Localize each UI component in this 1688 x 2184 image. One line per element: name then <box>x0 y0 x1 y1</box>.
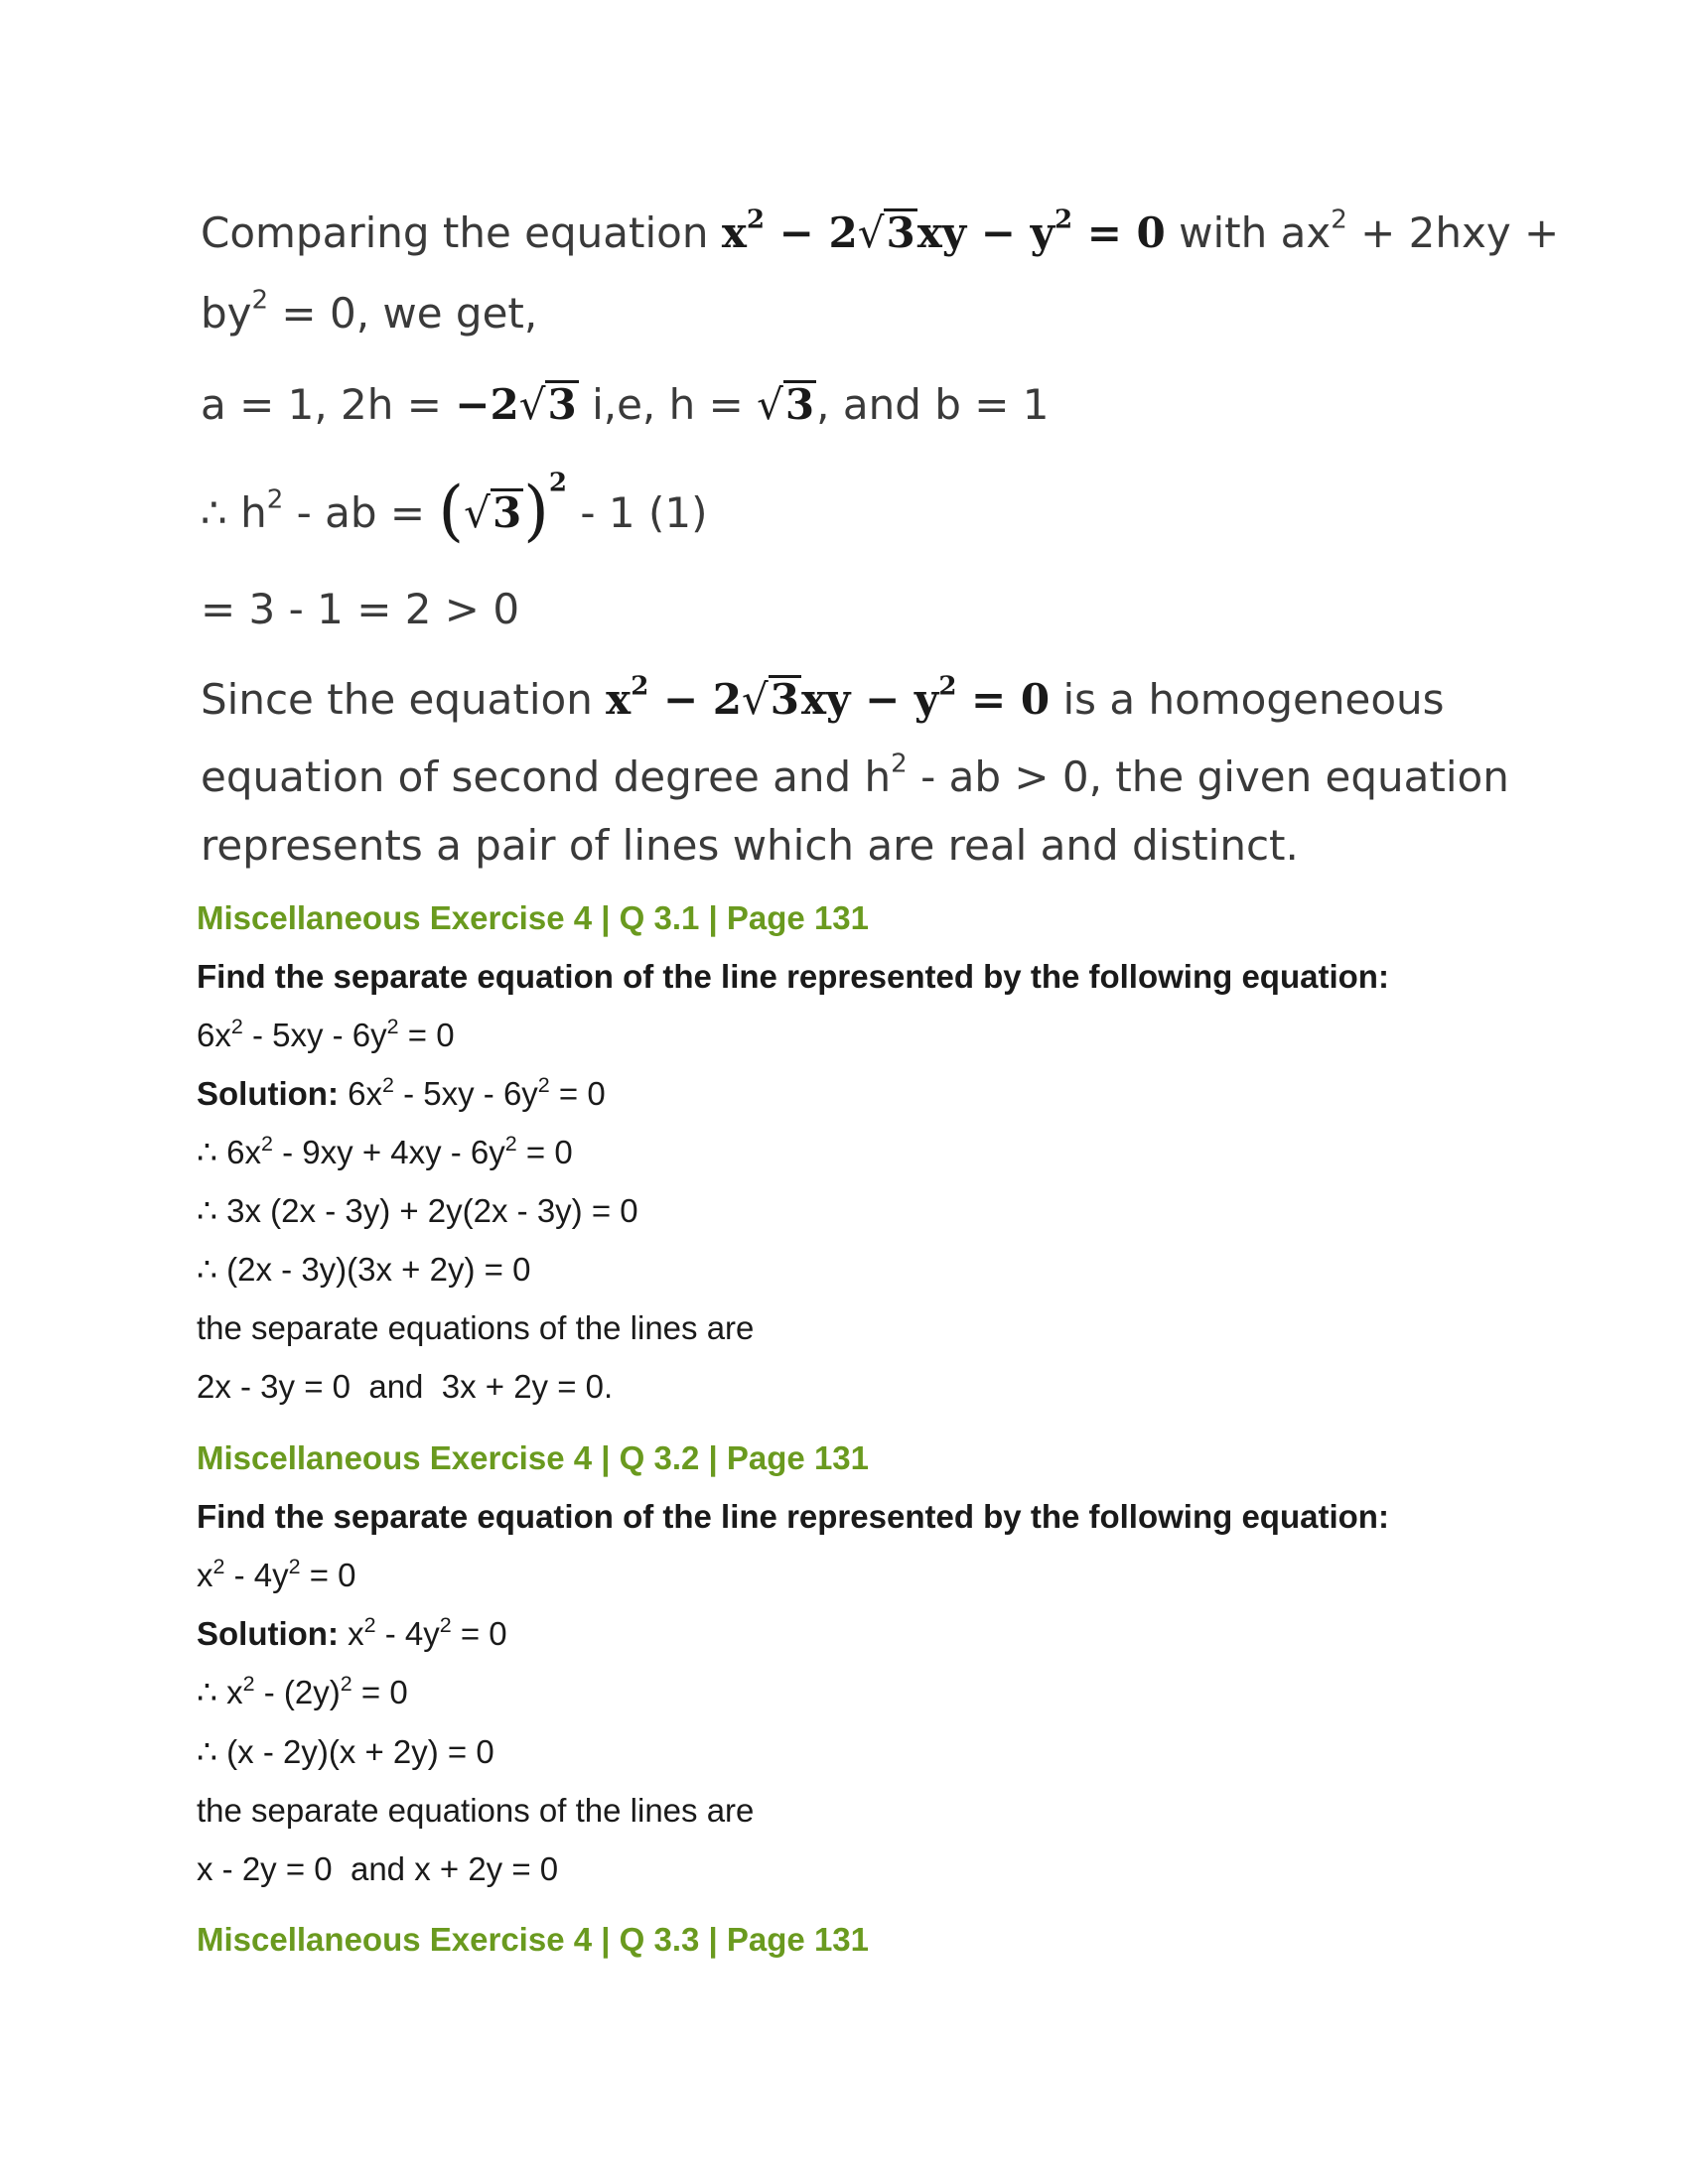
q31-equation: $6x^2 - 5xy - 6y^2 = 0$ <box>197 1015 455 1053</box>
comparison-line-6: Since the equation $x^2 - 2√3xy - y^2 = 0$ is a homogeneous <box>201 671 1445 724</box>
q31-conclusion: the separate equations of the lines are <box>197 1309 755 1346</box>
q31-heading: Miscellaneous Exercise 4 | Q 3.1 | Page 131 <box>197 899 870 936</box>
q32-conclusion: the separate equations of the lines are <box>197 1792 755 1829</box>
q32-heading: Miscellaneous Exercise 4 | Q 3.2 | Page 131 <box>197 1439 870 1476</box>
q32-equation: $x^2 - 4y^2 = 0$ <box>197 1555 356 1593</box>
comparison-line-5: = 3 - 1 = 2 > 0 <box>201 585 520 633</box>
comparison-line-7: equation of second degree and $h^2$ - ab > 0, the given equation <box>201 749 1509 801</box>
q31-answer: 2x - 3y = 0 and 3x + 2y = 0. <box>197 1368 614 1405</box>
q31-step-3: ∴ (2x - 3y)(3x + 2y) = 0 <box>197 1251 531 1288</box>
q31-step-1: ∴ $6x^2 - 9xy + 4xy - 6y^2 = 0$ <box>197 1132 573 1170</box>
q31-step-2: ∴ 3x (2x - 3y) + 2y(2x - 3y) = 0 <box>197 1192 638 1229</box>
q33-heading: Miscellaneous Exercise 4 | Q 3.3 | Page 131 <box>197 1921 870 1958</box>
q32-step-1: ∴ $x^2 - (2y)^2 = 0$ <box>197 1672 408 1710</box>
q32-solution-line: Solution: $x^2 - 4y^2 = 0$ <box>197 1613 507 1652</box>
q32-answer: x - 2y = 0 and x + 2y = 0 <box>197 1850 559 1887</box>
q32-step-2: ∴ (x - 2y)(x + 2y) = 0 <box>197 1733 494 1770</box>
comparison-line-8: represents a pair of lines which are real and distinct. <box>201 821 1299 870</box>
comparison-line-3: a = 1, 2h = −2√3 i,e, h = √3, and b = 1 <box>201 380 1050 429</box>
comparison-line-1: Comparing the equation $x^2 - 2√3xy - y^2 = 0$ with $ax^2 + 2hxy$ + <box>201 205 1560 257</box>
q31-solution-line: Solution: $6x^2 - 5xy - 6y^2 = 0$ <box>197 1073 606 1112</box>
comparison-line-2: $by^2 = 0$, we get, <box>201 285 538 338</box>
q31-question: Find the separate equation of the line represented by the following equation: <box>197 958 1389 995</box>
q32-question: Find the separate equation of the line represented by the following equation: <box>197 1498 1389 1535</box>
comparison-line-4: ∴ $h^2$ - ab = $(√3)^2 - 1$ (1) <box>201 468 708 549</box>
